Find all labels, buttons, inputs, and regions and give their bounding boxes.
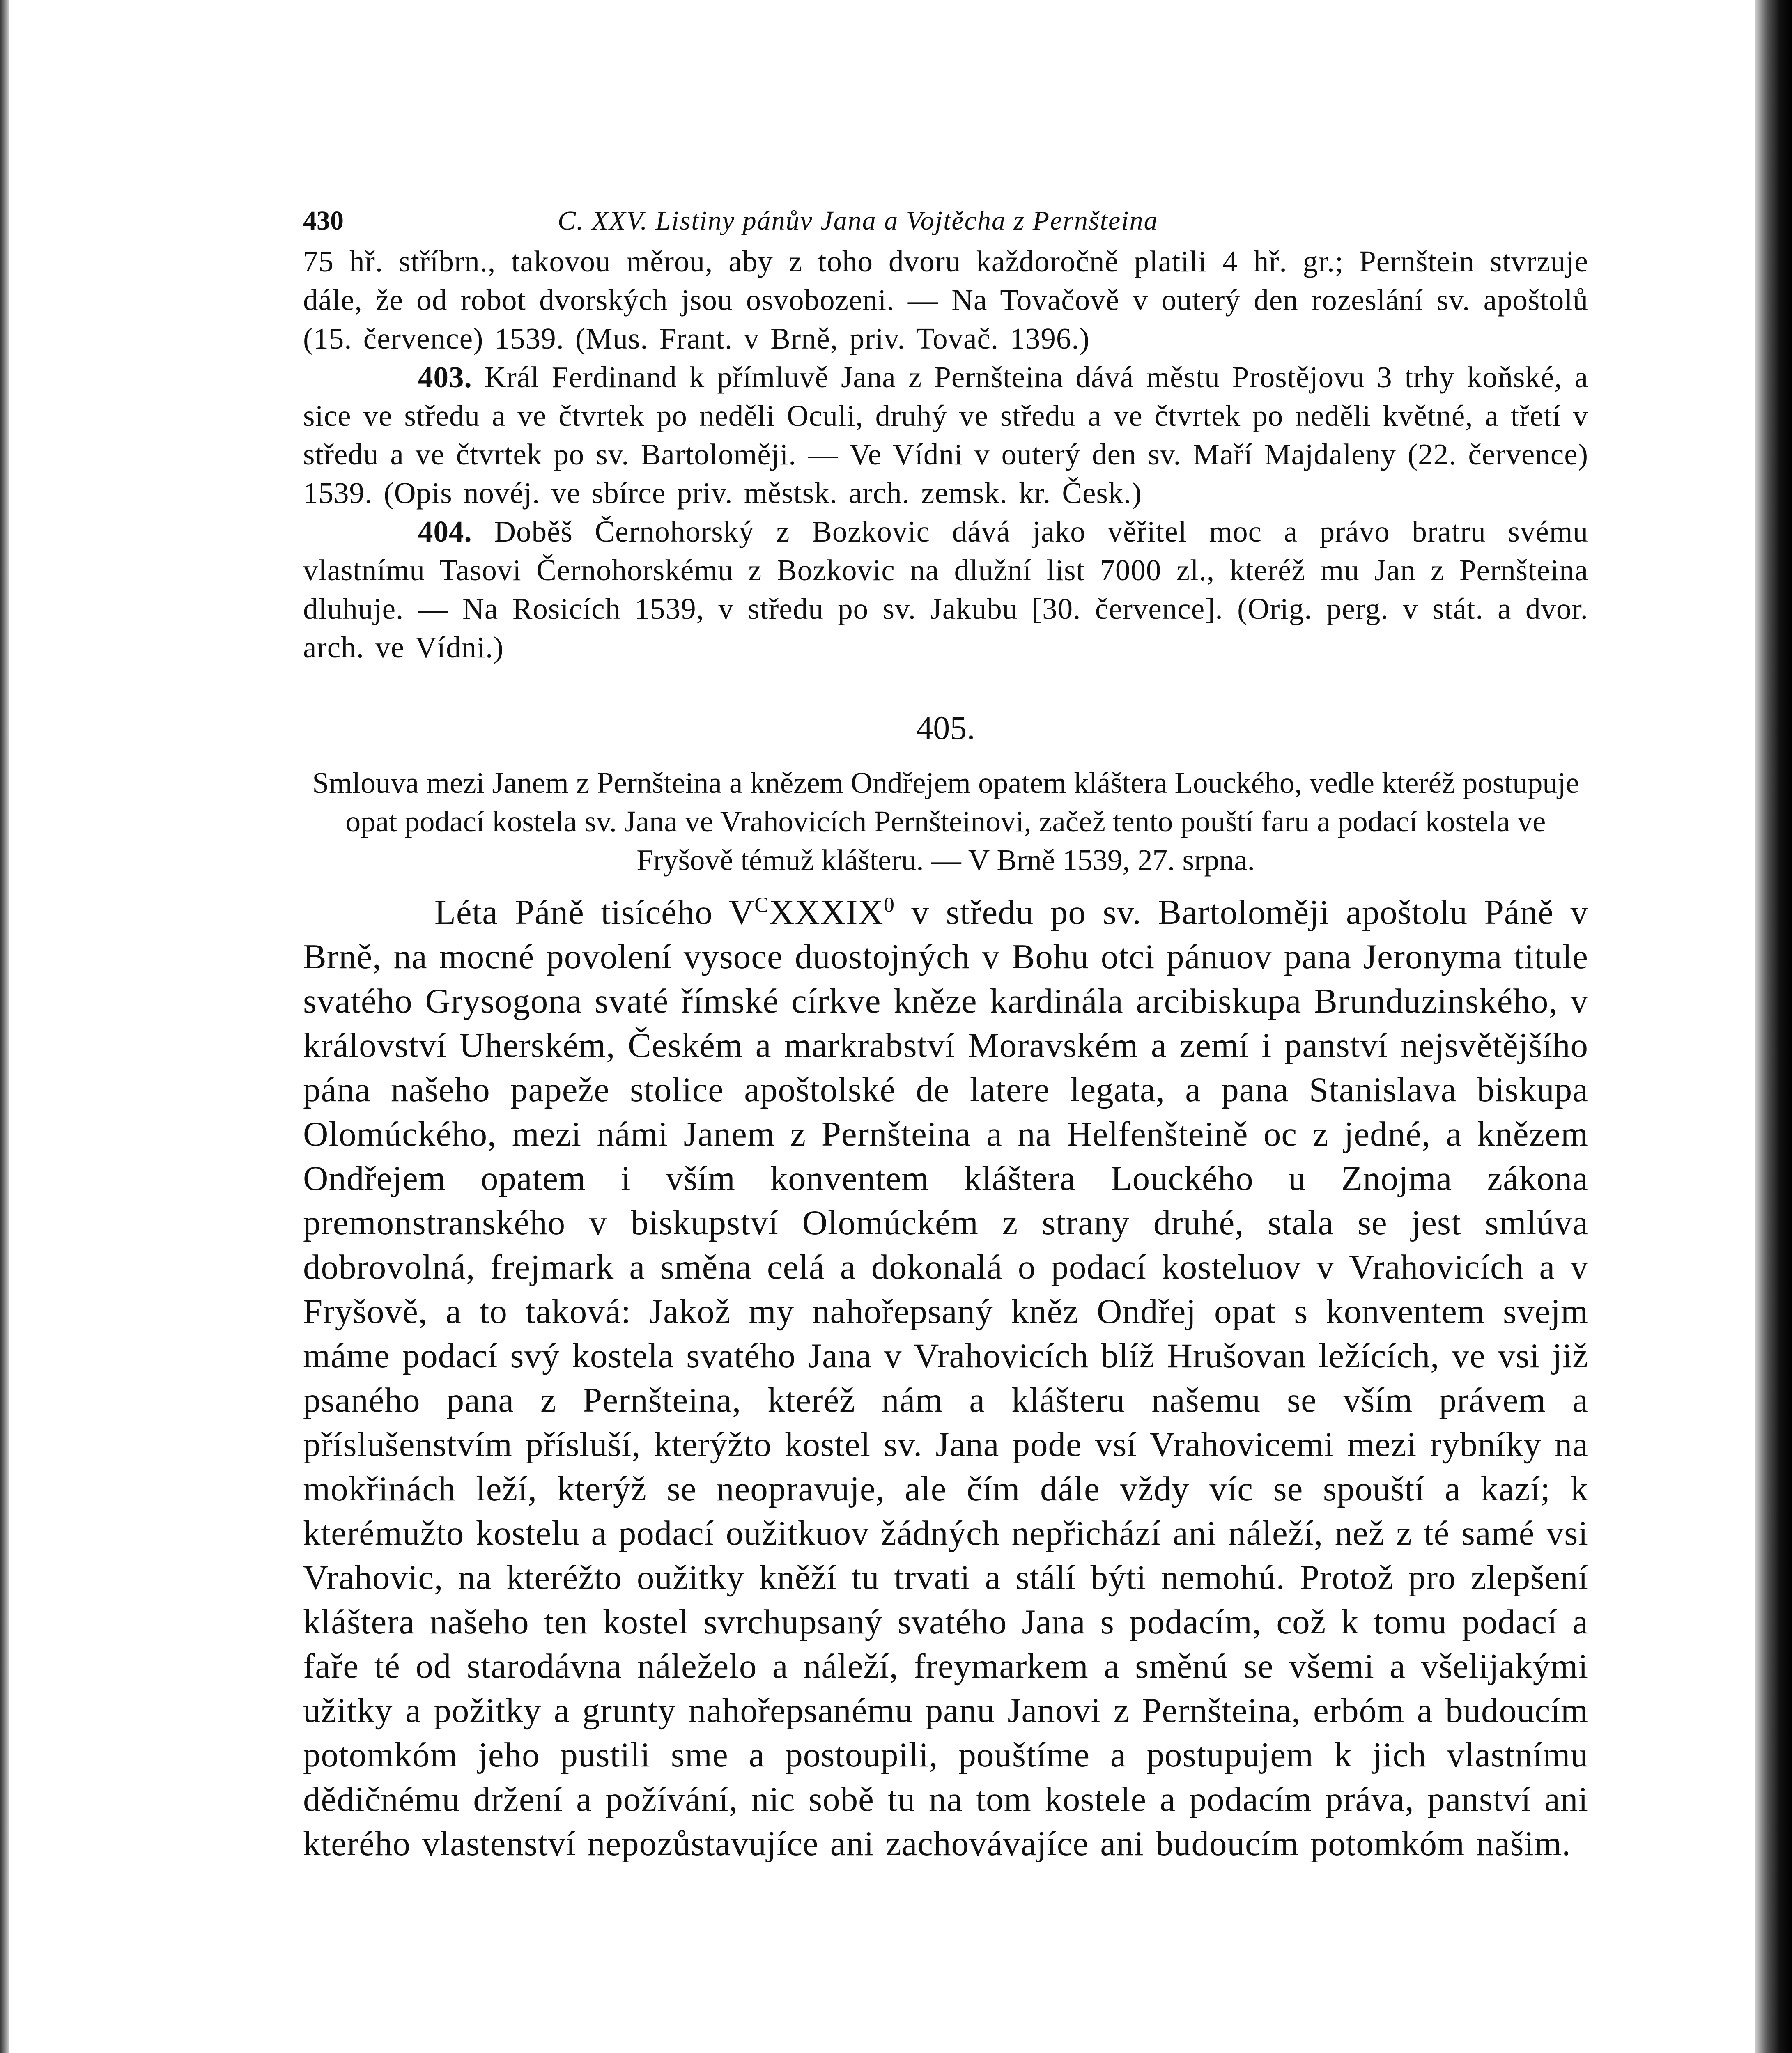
entry-402-continuation: 75 hř. stříbrn., takovou měrou, aby z toho dvoru každoročně platili 4 hř. gr.; Pernštein stvrzuje dále, že od robot dvorských jsou osvobozeni. — Na Tovačově v outerý den rozeslání sv. apoštolů (15. července) 1539. (Mus. Frant. v Brně, priv. Tovač. 1396.) [303, 245, 1588, 355]
entry-404-text: Doběš Černohorský z Bozkovic dává jako věřitel moc a právo bratru svému vlastnímu Tasovi Černohorskému z Bozkovic na dlužní list 7000 zl., kteréž mu Jan z Pernšteina dluhuje. — Na Rosicích 1539, v středu po sv. Jakubu [30. července]. (Orig. perg. v stát. a dvor. arch. ve Vídni.) [303, 515, 1588, 664]
page-number: 430 [303, 206, 344, 236]
running-head-title: C. XXV. Listiny pánův Jana a Vojtěcha z Pernšteina [558, 206, 1158, 236]
text-rest: v středu po sv. Bartoloměji apoštolu Páně v Brně, na mocné povolení vysoce duostojných v Bohu otci pánuov pana Jeronyma titule svatého Grysogona svaté římské církve kněze kardinála arcibiskupa Brunduzinského, v království Uherském, Českém a markrabství Moravském a zemí i panství nejsvětějšího pána našeho papeže stolice apoštolské de latere legata, a pana Stanislava biskupa Olomúckého, mezi námi Janem z Pernšteina a na Helfenšteině oc z jedné, a knězem Ondřejem opatem i vším konventem kláštera Louckého u Znojma zákona premonstranského v biskupství Olomúckém z strany druhé, stala se jest smlúva dobrovolná, frejmark a směna celá a dokonalá o podací kosteluov v Vrahovicích a v Fryšově, a to taková: Jakož my nahořepsaný kněz Ondřej opat s konventem svejm máme podací svý kostela svatého Jana v Vrahovicích blíž Hrušovan ležících, ve vsi již psaného pana z Pernšteina, kteréž nám a klášteru našemu se vším právem a příslušenstvím přísluší, kterýžto kostel sv. Jana pode vsí Vrahovicemi mezi rybníky na mokřinách leží, kterýž se neopravuje, ale čím dále vždy víc se spouští a kazí; k kterémužto kostelu a podací oužitkuov žádných nepřichází ani náleží, než z té samé vsi Vrahovic, na kteréžto oužitky kněží tu trvati a stálí býti nemohú. Protož pro zlepšení kláštera našeho ten kostel svrchupsaný svatého Jana s podacím, což k tomu podací a faře té od starodávna náleželo a náleží, freymarkem a směnú se všemi a všelijakými užitky a požitky a grunty nahořepsanému panu Janovi z Pernšteina, erbóm a budoucím potomkóm jeho pustili sme a postoupili, pouštíme a postupujem k jich vlastnímu dědičnému držení a požívání, nic sobě tu na tom kostele a podacím práva, panství ani kterého vlastenství nepozůstavujíce ani zachovávajíce ani budoucím potomkóm našim. [303, 893, 1588, 1863]
entry-403-number: 403. [418, 361, 472, 394]
scan-edge-left [0, 0, 9, 2053]
entry-403 [303, 358, 1588, 512]
entry-405-summary: Smlouva mezi Janem z Pernšteina a knězem Ondřejem opatem kláštera Louckého, vedle kteréž postupuje opat podací kostela sv. Jana ve Vrahovicích Pernšteinovi, začež tento pouští faru a podací kostela ve Fryšově témuž klášteru. — V Brně 1539, 27. srpna. [312, 766, 1579, 877]
text-start: Léta Páně tisícého V [434, 893, 755, 932]
book-page [303, 193, 1588, 1866]
entry-405-document-text [303, 890, 1588, 1866]
running-head [303, 193, 1588, 242]
entry-404-number: 404. [418, 515, 472, 548]
entry-404 [303, 512, 1588, 667]
superscript-c: C [754, 893, 769, 917]
superscript-zero: 0 [883, 893, 895, 917]
scan-edge-right [1755, 0, 1792, 2053]
entry-405-number: 405. [916, 709, 975, 746]
text-mid: XXXIX [769, 893, 884, 932]
entry-403-text: Král Ferdinand k přímluvě Jana z Pernšteina dává městu Prostějovu 3 trhy koňské, a sice ve středu a ve čtvrtek po neděli Oculi, druhý ve středu a ve čtvrtek po neděli květné, a třetí v středu a ve čtvrtek po sv. Bartoloměji. — Ve Vídni v outerý den sv. Maří Majdaleny (22. července) 1539. (Opis novéj. ve sbírce priv. městsk. arch. zemsk. kr. Česk.) [303, 361, 1588, 510]
